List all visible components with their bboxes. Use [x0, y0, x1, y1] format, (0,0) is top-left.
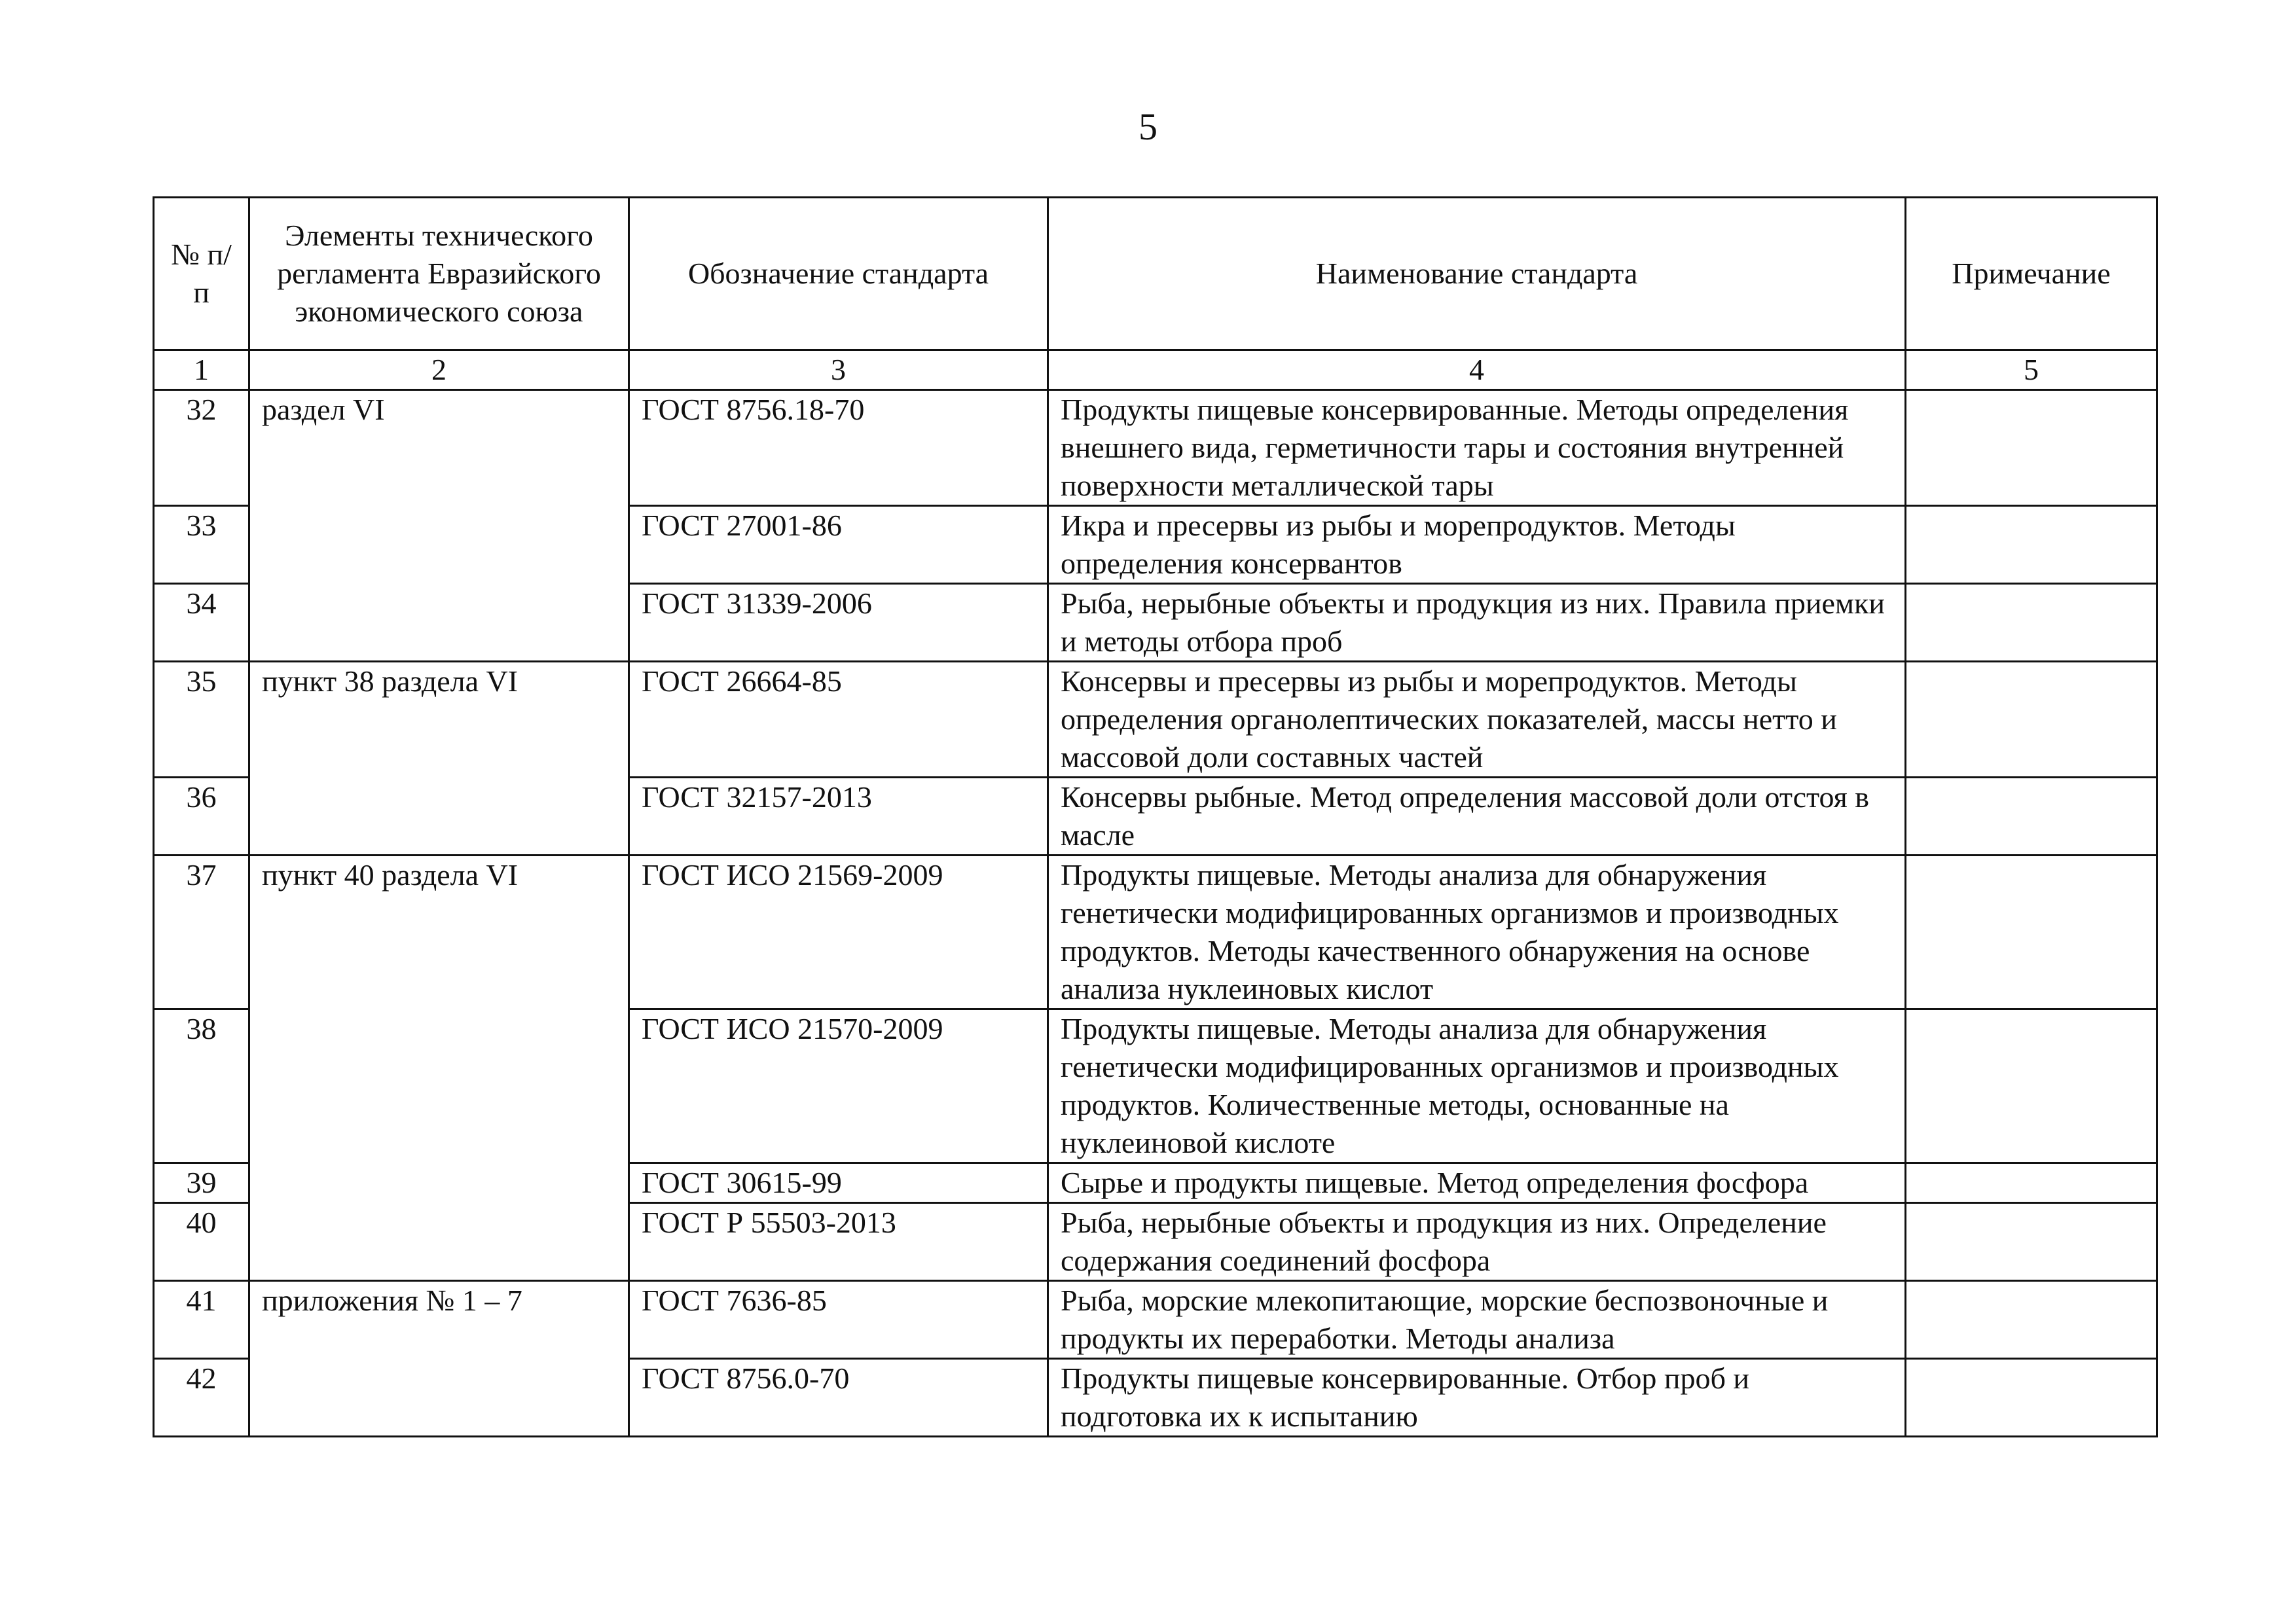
row-number: 35: [154, 662, 249, 778]
standard-note: [1906, 778, 2157, 856]
standards-table: [153, 196, 2158, 1437]
table-row: [154, 856, 2157, 1009]
page-number: 5: [1139, 105, 1157, 148]
row-number: 38: [154, 1009, 249, 1163]
column-number: 4: [1048, 350, 1906, 390]
column-number: 1: [154, 350, 249, 390]
row-number: 34: [154, 584, 249, 662]
header-designation: Обозначение стандарта: [629, 198, 1048, 350]
standard-designation: ГОСТ Р 55503-2013: [629, 1203, 1048, 1281]
standard-name: Рыба, нерыбные объекты и продукция из них. Определение содержания соединений фосфора: [1048, 1203, 1906, 1281]
standard-note: [1906, 390, 2157, 506]
table-body: [154, 350, 2157, 1437]
standard-name: Рыба, морские млекопитающие, морские беспозвоночные и продукты их переработки. Методы анализа: [1048, 1281, 1906, 1359]
standard-note: [1906, 1203, 2157, 1281]
standard-designation: ГОСТ 26664-85: [629, 662, 1048, 778]
row-number: 37: [154, 856, 249, 1009]
standard-name: Консервы и пресервы из рыбы и морепродуктов. Методы определения органолептических показателей, массы нетто и массовой доли составных частей: [1048, 662, 1906, 778]
header-note: Примечание: [1906, 198, 2157, 350]
standard-name: Икра и пресервы из рыбы и морепродуктов. Методы определения консервантов: [1048, 506, 1906, 584]
regulation-element: пункт 40 раздела VI: [249, 856, 629, 1281]
row-number: 40: [154, 1203, 249, 1281]
standard-name: Продукты пищевые консервированные. Методы определения внешнего вида, герметичности тары и состояния внутренней поверхности металлической тары: [1048, 390, 1906, 506]
regulation-element: приложения № 1 – 7: [249, 1281, 629, 1437]
standard-name: Рыба, нерыбные объекты и продукция из них. Правила приемки и методы отбора проб: [1048, 584, 1906, 662]
standard-note: [1906, 856, 2157, 1009]
table-row: [154, 1281, 2157, 1359]
standard-note: [1906, 584, 2157, 662]
standard-designation: ГОСТ 7636-85: [629, 1281, 1048, 1359]
standard-name: Сырье и продукты пищевые. Метод определения фосфора: [1048, 1163, 1906, 1203]
row-number: 36: [154, 778, 249, 856]
row-number: 32: [154, 390, 249, 506]
standard-note: [1906, 662, 2157, 778]
standard-designation: ГОСТ 32157-2013: [629, 778, 1048, 856]
header-num: № п/п: [154, 198, 249, 350]
standard-designation: ГОСТ ИСО 21570-2009: [629, 1009, 1048, 1163]
row-number: 39: [154, 1163, 249, 1203]
standard-designation: ГОСТ 8756.18-70: [629, 390, 1048, 506]
header-element: Элементы технического регламента Евразийского экономического союза: [249, 198, 629, 350]
standard-name: Консервы рыбные. Метод определения массовой доли отстоя в масле: [1048, 778, 1906, 856]
standard-name: Продукты пищевые консервированные. Отбор проб и подготовка их к испытанию: [1048, 1359, 1906, 1437]
regulation-element: пункт 38 раздела VI: [249, 662, 629, 856]
standard-note: [1906, 1281, 2157, 1359]
standard-note: [1906, 1009, 2157, 1163]
standard-designation: ГОСТ 31339-2006: [629, 584, 1048, 662]
table-row: [154, 662, 2157, 778]
standard-designation: ГОСТ 27001-86: [629, 506, 1048, 584]
row-number: 41: [154, 1281, 249, 1359]
column-number: 2: [249, 350, 629, 390]
row-number: 42: [154, 1359, 249, 1437]
standard-note: [1906, 506, 2157, 584]
column-number: 5: [1906, 350, 2157, 390]
column-number: 3: [629, 350, 1048, 390]
row-number: 33: [154, 506, 249, 584]
standard-note: [1906, 1359, 2157, 1437]
standard-designation: ГОСТ 8756.0-70: [629, 1359, 1048, 1437]
header-name: Наименование стандарта: [1048, 198, 1906, 350]
standard-note: [1906, 1163, 2157, 1203]
standard-designation: ГОСТ ИСО 21569-2009: [629, 856, 1048, 1009]
column-numbers-row: [154, 350, 2157, 390]
standard-name: Продукты пищевые. Методы анализа для обнаружения генетически модифицированных организмов и производных продуктов. Количественные методы, основанные на нуклеиновой кислоте: [1048, 1009, 1906, 1163]
standard-name: Продукты пищевые. Методы анализа для обнаружения генетически модифицированных организмов и производных продуктов. Методы качественного обнаружения на основе анализа нуклеиновых кислот: [1048, 856, 1906, 1009]
standard-designation: ГОСТ 30615-99: [629, 1163, 1048, 1203]
table-header: [154, 198, 2157, 350]
table-row: [154, 390, 2157, 506]
regulation-element: раздел VI: [249, 390, 629, 662]
